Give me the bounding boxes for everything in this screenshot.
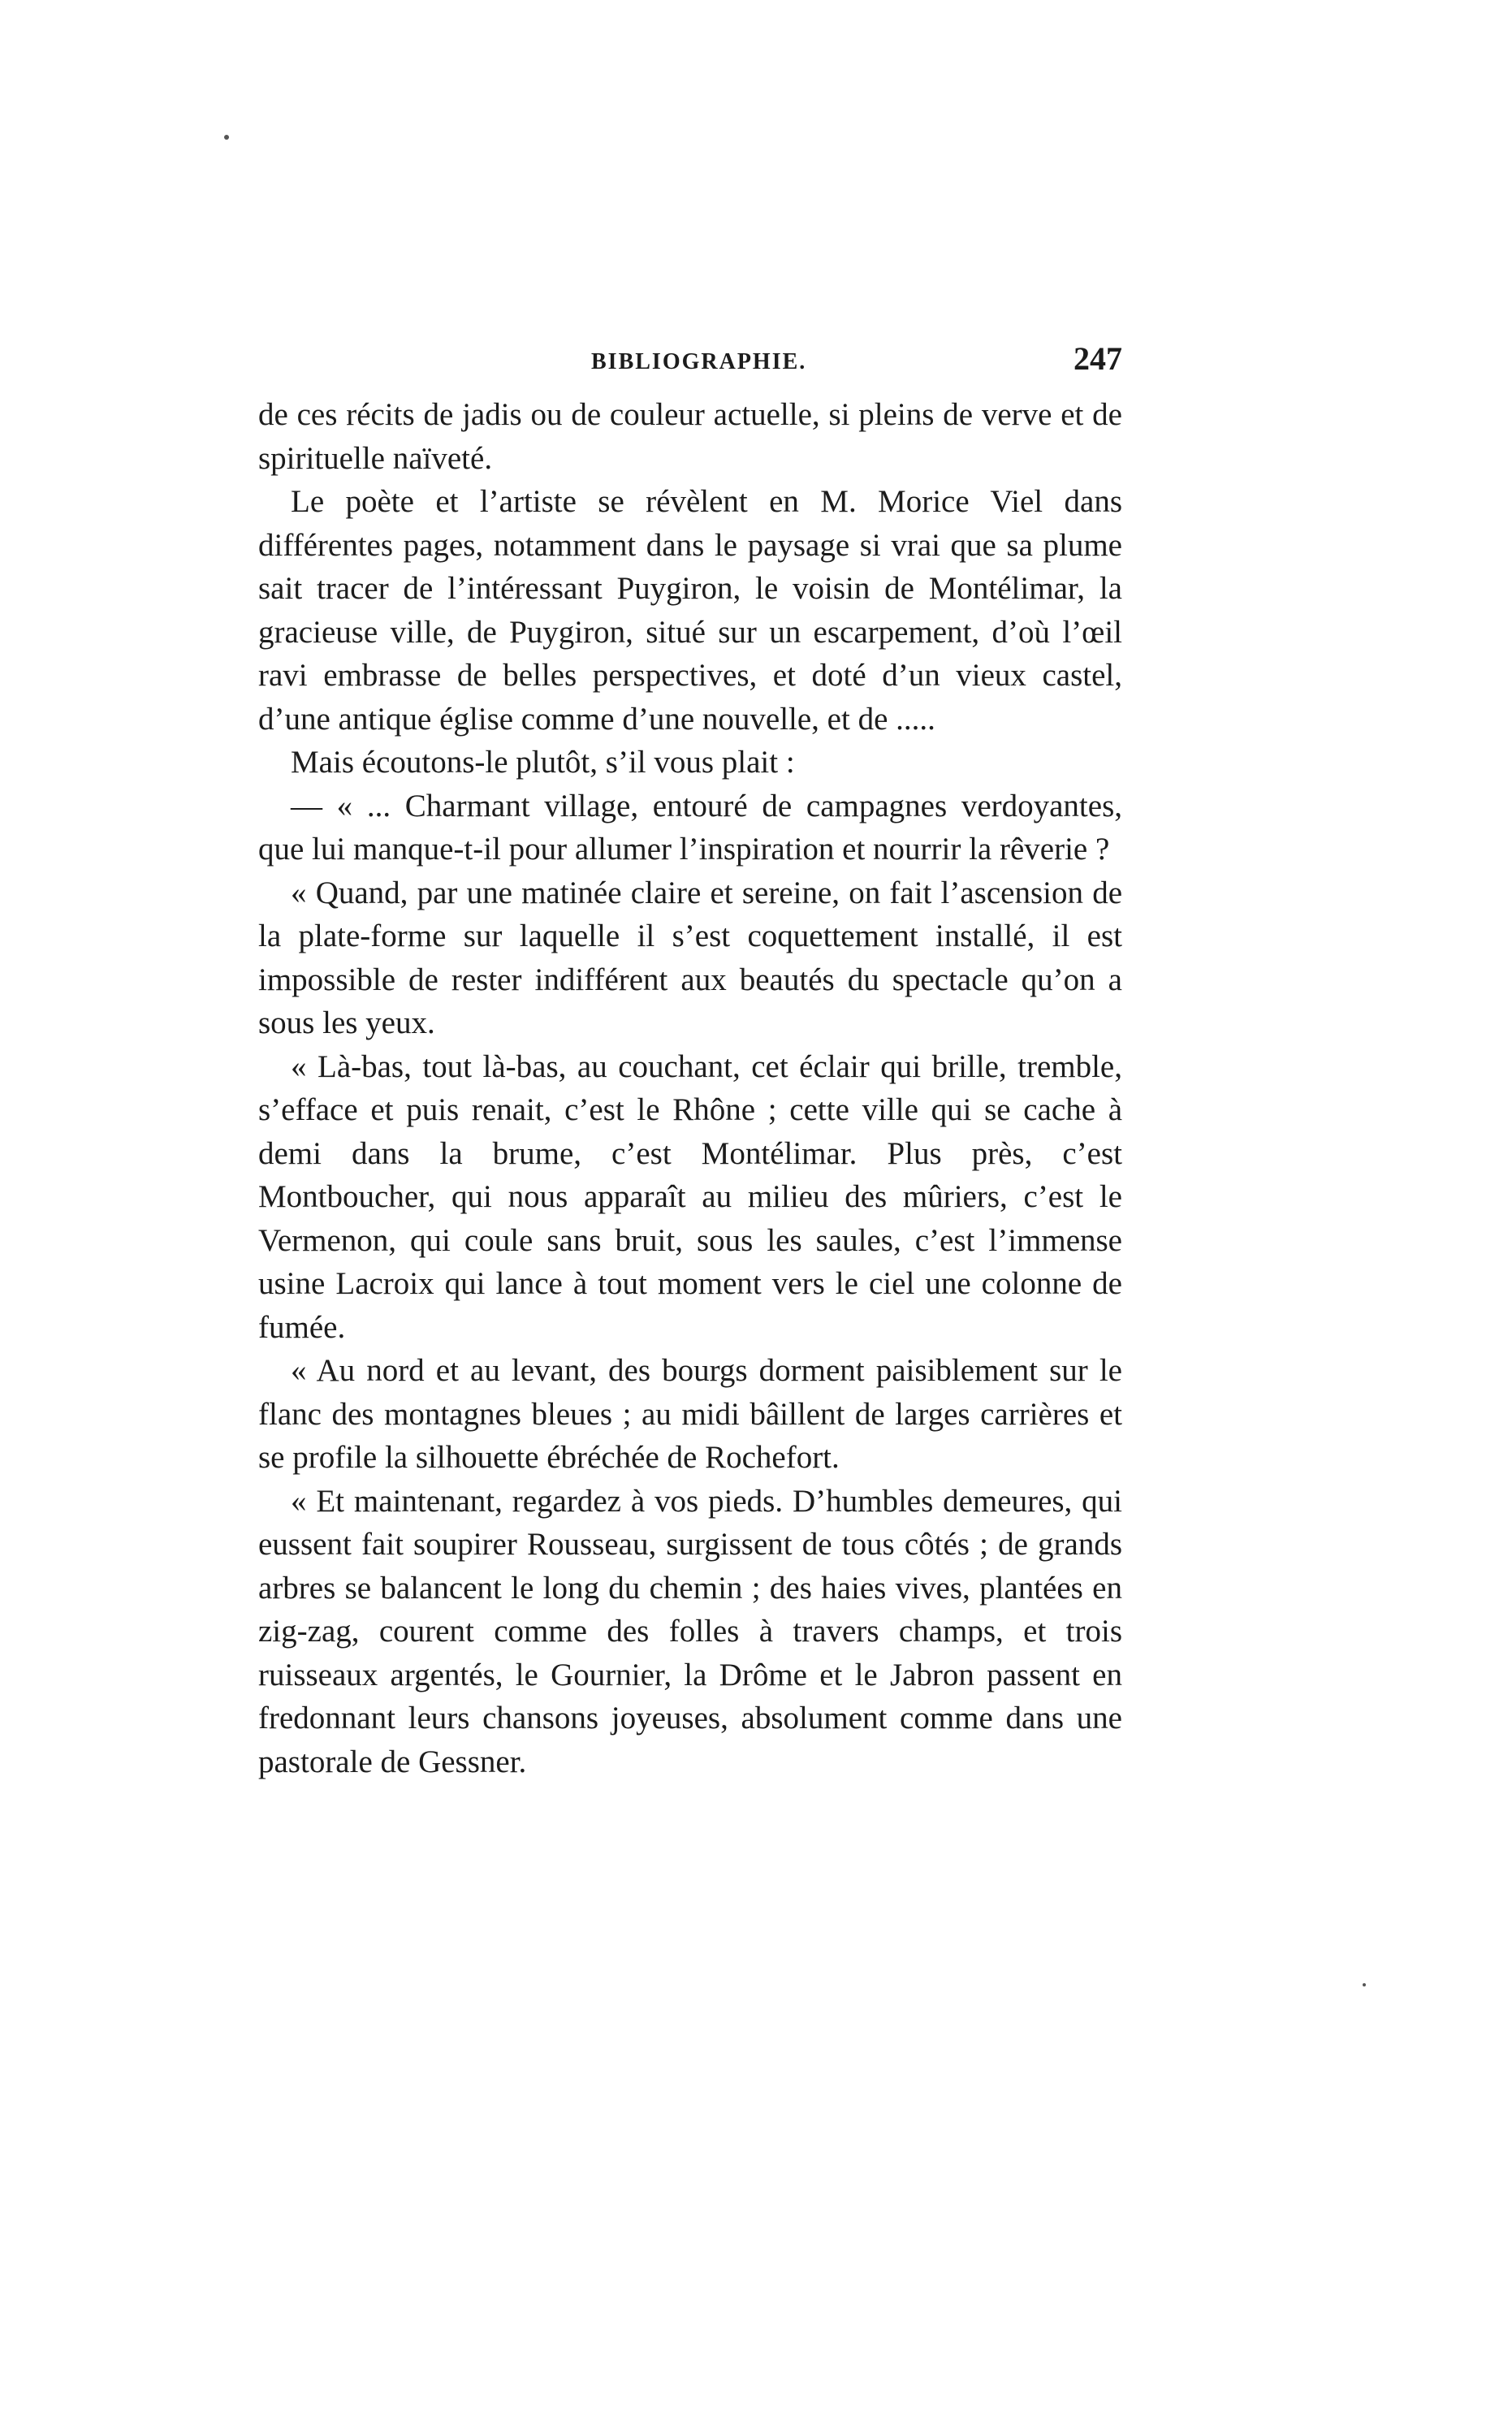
paragraph: « Là-bas, tout là-bas, au couchant, cet éclair qui brille, tremble, s’efface et puis renait, c’est le Rhône ; cette ville qui se cache à demi dans la brume, c’est Montélimar. Plus près, c’est Montboucher, qui nous apparaît au milieu des mûriers, c’est le Vermenon, qui coule sans bruit, sous les saules, c’est l’immense usine Lacroix qui lance à tout moment vers le ciel une colonne de fumée. bbox=[258, 1048, 1122, 1345]
paragraph: Le poète et l’artiste se révèlent en M. Morice Viel dans différentes pages, notamment dans le paysage si vrai que sa plume sait tracer de l’intéressant Puygiron, le voisin de Montélimar, la gracieuse ville, de Puygiron, situé sur un escarpement, d’où l’œil ravi embrasse de belles perspectives, et doté d’un vieux castel, d’une antique église comme d’une nouvelle, et de ..... bbox=[258, 484, 1122, 737]
paragraph: « Et maintenant, regardez à vos pieds. D’humbles demeures, qui eussent fait soupirer Rousseau, surgissent de tous côtés ; de grands arbres se balancent le long du chemin ; des haies vives, plantées en zig-zag, courent comme des folles à travers champs, et trois ruisseaux argentés, le Gournier, la Drôme et le Jabron passent en fredonnant leurs chansons joyeuses, absolument comme dans une pastorale de Gessner. bbox=[258, 1483, 1122, 1779]
paragraph: Mais écoutons-le plutôt, s’il vous plait : bbox=[291, 745, 795, 780]
running-head: BIBLIOGRAPHIE. bbox=[591, 349, 807, 374]
paragraph: « Quand, par une matinée claire et sereine, on fait l’ascension de la plate-forme sur laquelle il s’est coquettement installé, il est impossible de rester indifférent aux beautés du spectacle qu’on a sous les yeux. bbox=[258, 875, 1122, 1040]
page-header bbox=[258, 339, 1122, 388]
page-number: 247 bbox=[1074, 340, 1122, 377]
body-text bbox=[258, 393, 1122, 1783]
paragraph: de ces récits de jadis ou de couleur actuelle, si pleins de verve et de spirituelle naïveté. bbox=[258, 397, 1122, 476]
ink-speck bbox=[1363, 1983, 1366, 1986]
ink-speck bbox=[224, 135, 229, 140]
paragraph: « Au nord et au levant, des bourgs dorment paisiblement sur le flanc des montagnes bleues ; au midi bâillent de larges carrières et se profile la silhouette ébréchée de Rochefort. bbox=[258, 1353, 1122, 1475]
paragraph: — « ... Charmant village, entouré de campagnes verdoyantes, que lui manque-t-il pour allumer l’inspiration et nourrir la rêverie ? bbox=[258, 788, 1122, 867]
